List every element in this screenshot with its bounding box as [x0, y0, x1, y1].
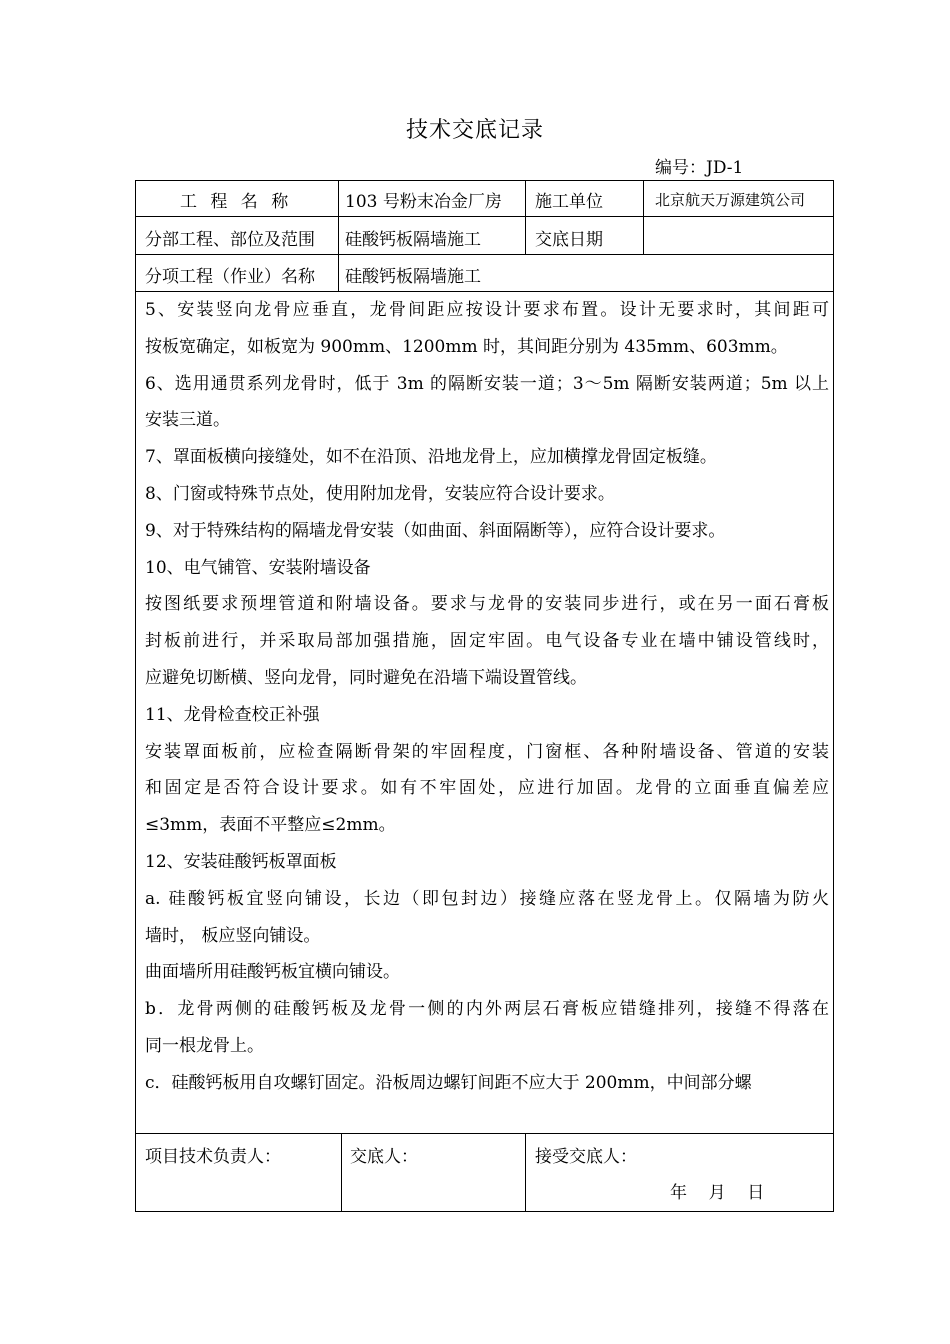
subitem-value: 硅酸钙板隔墙施工 — [345, 267, 481, 287]
content-line: 按图纸要求预埋管道和附墙设备。要求与龙骨的安装同步进行，或在另一面石膏板 — [145, 594, 829, 615]
row-divider — [135, 1133, 834, 1134]
subitem-label: 分项工程（作业）名称 — [145, 267, 315, 287]
content-line: ≤3mm，表面不平整应≤2mm。 — [145, 815, 396, 836]
document-title: 技术交底记录 — [405, 118, 544, 143]
content-line: 8、门窗或特殊节点处，使用附加龙骨，安装应符合设计要求。 — [145, 483, 615, 504]
content-line: a. 硅酸钙板宜竖向铺设，长边（即包封边）接缝应落在竖龙骨上。仅隔墙为防火 — [145, 888, 829, 909]
sign-date: 年 月 日 — [670, 1183, 765, 1203]
content-line: 墙时， 板应竖向铺设。 — [145, 925, 321, 946]
column-divider — [338, 180, 339, 291]
content-line: 5、安装竖向龙骨应垂直，龙骨间距应按设计要求布置。设计无要求时，其间距可 — [145, 300, 829, 320]
content-line: 应避免切断横、竖向龙骨，同时避免在沿墙下端设置管线。 — [145, 667, 587, 688]
content-line: c．硅酸钙板用自攻螺钉固定。沿板周边螺钉间距不应大于 200mm，中间部分螺 — [145, 1072, 752, 1093]
content-line: 6、选用通贯系列龙骨时，低于 3m 的隔断安装一道；3～5m 隔断安装两道；5m 以上 — [145, 373, 829, 394]
row-divider — [135, 216, 834, 217]
project-name-label: 工 程 名 称 — [180, 192, 293, 212]
contractor-value: 北京航天万源建筑公司 — [655, 191, 806, 209]
project-name-value: 103 号粉末冶金厂房 — [345, 192, 502, 212]
content-line: 安装罩面板前，应检查隔断骨架的牢固程度，门窗框、各种附墙设备、管道的安装 — [145, 741, 829, 762]
content-line: 和固定是否符合设计要求。如有不牢固处，应进行加固。龙骨的立面垂直偏差应 — [145, 778, 829, 799]
content-line: 封板前进行，并采取局部加强措施，固定牢固。电气设备专业在墙中铺设管线时， — [145, 631, 829, 652]
presenter-label: 交底人： — [350, 1147, 418, 1167]
content-line: 同一根龙骨上。 — [145, 1035, 264, 1056]
receiver-label: 接受交底人： — [535, 1147, 637, 1167]
content-line: 12、安装硅酸钙板罩面板 — [145, 851, 337, 872]
contractor-label: 施工单位 — [535, 192, 603, 212]
tech-lead-label: 项目技术负责人： — [145, 1147, 281, 1167]
content-line: 7、罩面板横向接缝处，如不在沿顶、沿地龙骨上，应加横撑龙骨固定板缝。 — [145, 447, 717, 468]
content-line: 安装三道。 — [145, 410, 230, 431]
scope-label: 分部工程、部位及范围 — [145, 230, 315, 250]
column-divider — [643, 180, 644, 254]
row-divider — [135, 254, 834, 255]
date-label: 交底日期 — [535, 230, 603, 250]
column-divider — [341, 1133, 342, 1212]
content-line: b．龙骨两侧的硅酸钙板及龙骨一侧的内外两层石膏板应错缝排列，接缝不得落在 — [145, 999, 829, 1020]
content-line: 11、龙骨检查校正补强 — [145, 704, 320, 725]
disclosure-content — [145, 292, 829, 1102]
column-divider — [525, 180, 526, 254]
column-divider — [525, 1133, 526, 1212]
content-line: 9、对于特殊结构的隔墙龙骨安装（如曲面、斜面隔断等），应符合设计要求。 — [145, 520, 726, 541]
scope-value: 硅酸钙板隔墙施工 — [345, 230, 481, 250]
content-line: 10、电气铺管、安装附墙设备 — [145, 557, 371, 578]
content-line: 曲面墙所用硅酸钙板宜横向铺设。 — [145, 962, 400, 983]
content-line: 按板宽确定，如板宽为 900mm、1200mm 时，其间距分别为 435mm、603mm。 — [145, 336, 788, 357]
document-number: 编号：JD-1 — [655, 158, 744, 178]
